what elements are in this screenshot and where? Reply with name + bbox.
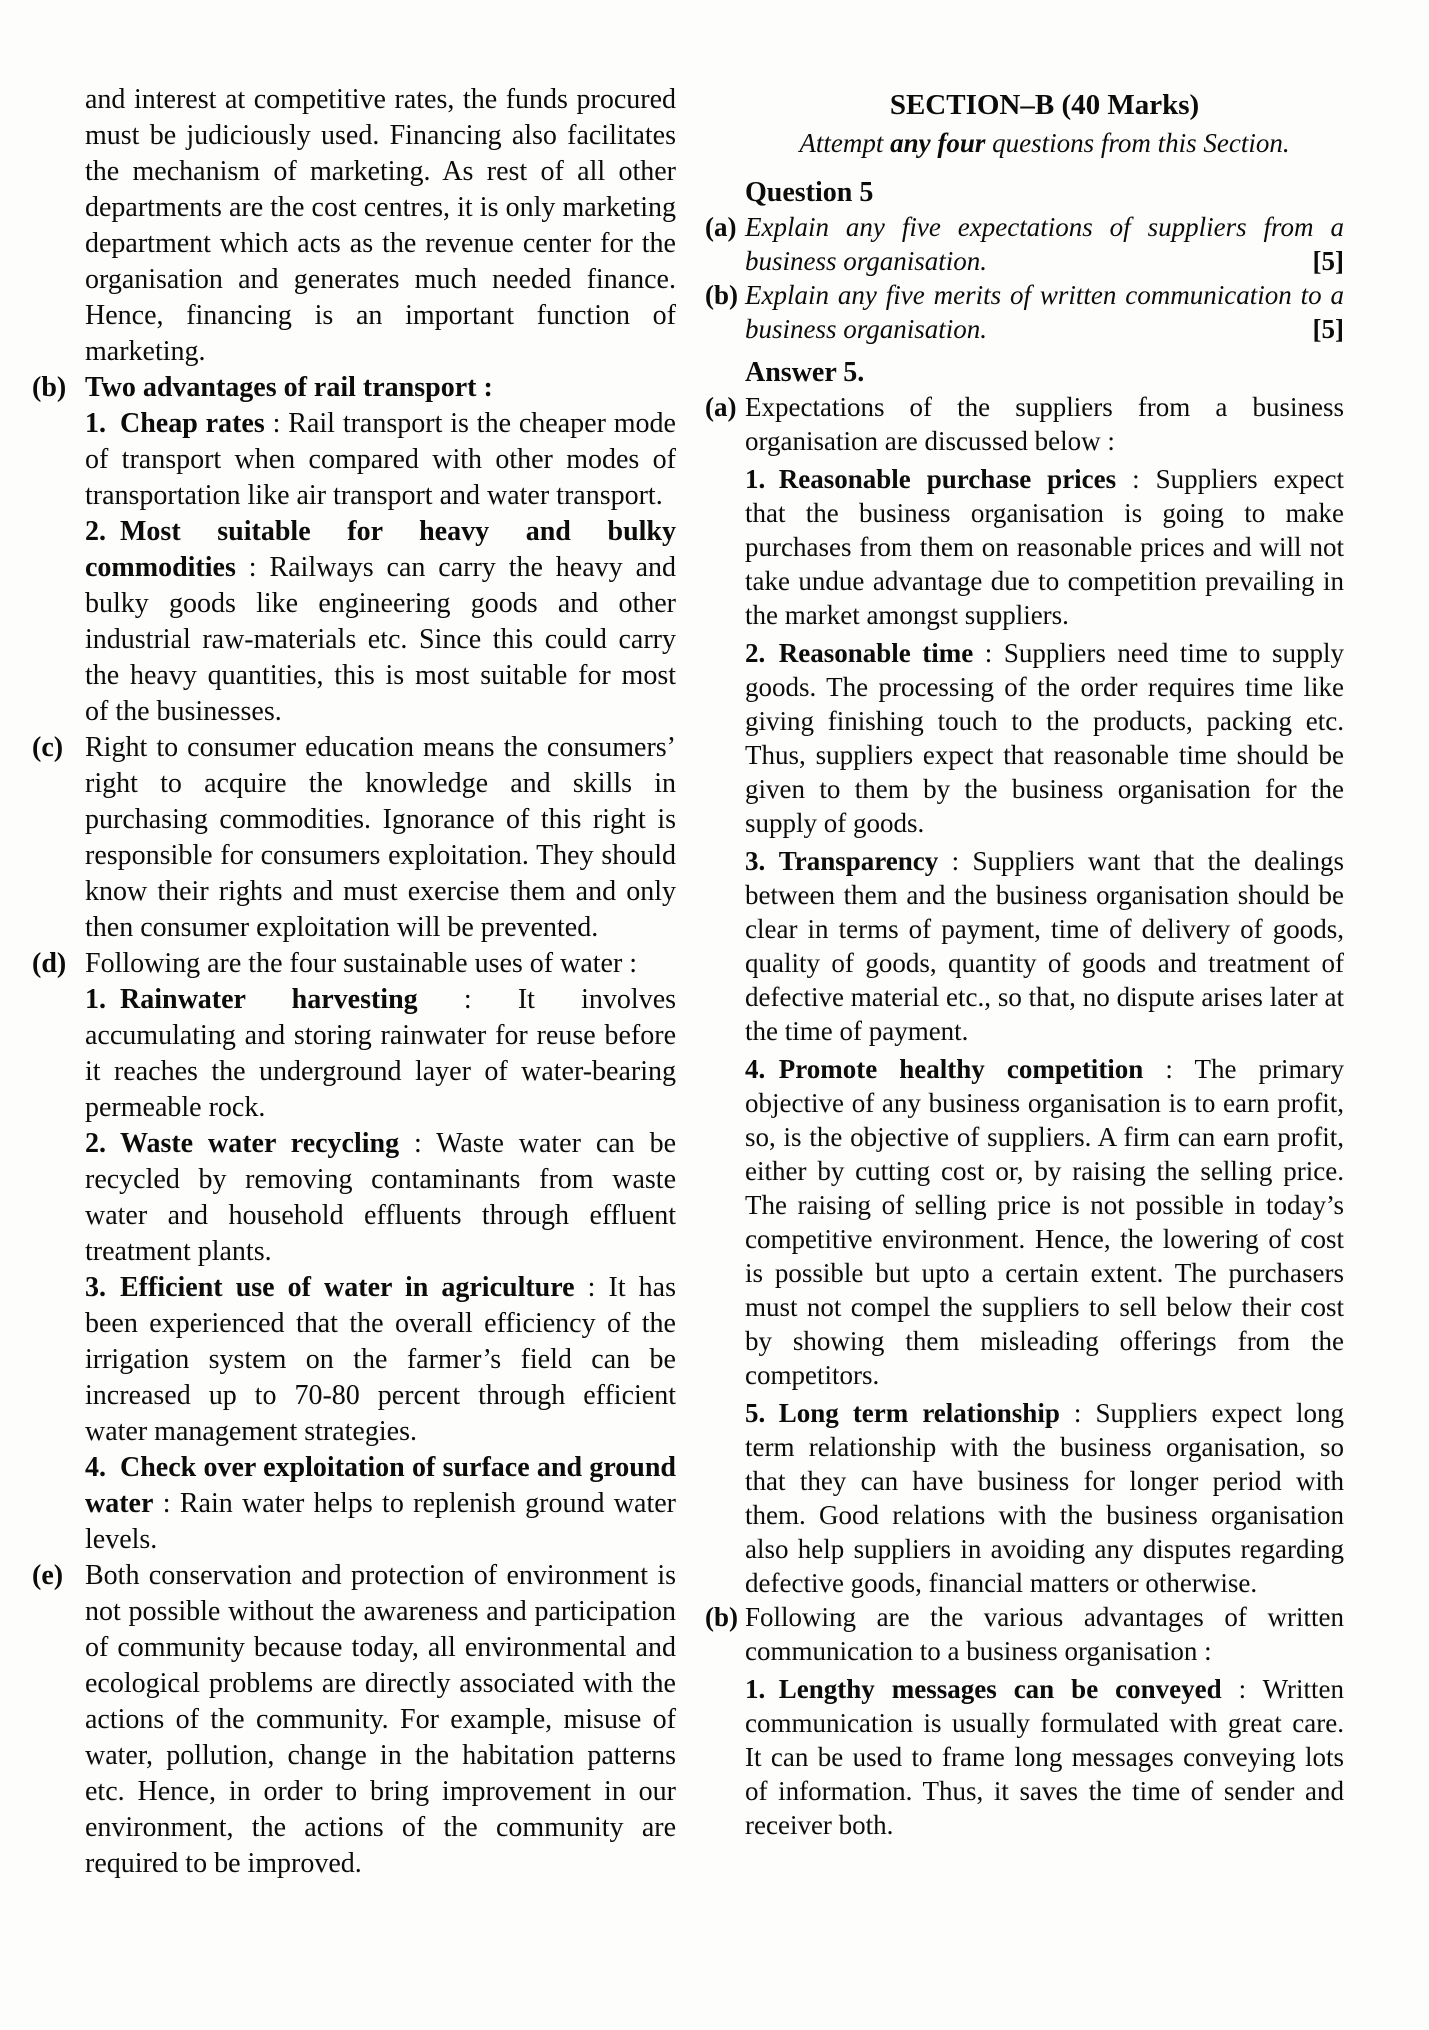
- block-text: [85, 1272, 676, 1447]
- item-label: (b): [705, 280, 738, 310]
- block-text: [745, 1674, 1344, 1840]
- block-text: [85, 1452, 676, 1555]
- text-run: 1. Rainwater harvesting: [85, 984, 418, 1015]
- numbered-item: [30, 1126, 676, 1270]
- block-text: [745, 846, 1344, 1046]
- block-text: [745, 1398, 1344, 1598]
- item-label: (b): [705, 1602, 738, 1632]
- labeled-item: [30, 1558, 676, 1882]
- item-label: (b): [32, 372, 67, 403]
- item-label: (d): [32, 948, 67, 979]
- text-run: 3. Efficient use of water in agriculture: [85, 1272, 575, 1303]
- labeled-item: [30, 370, 676, 406]
- text-run: and interest at competitive rates, the funds procured must be judiciously used. Financing also facilitates the mechanism of marketing. As rest of all other departments are the cost centres, it is only marketing department which acts as the revenue center for the organisation and generates much needed finance. Hence, financing is an important function of marketing.: [85, 84, 676, 367]
- item-label: (a): [705, 212, 737, 242]
- text-run: Question 5: [745, 177, 874, 208]
- block-text: [85, 408, 676, 511]
- text-run: 5. Long term relationship: [745, 1398, 1060, 1428]
- text-run: Answer 5.: [745, 357, 865, 388]
- text-run: : Railways can carry the heavy and bulky goods like engineering goods and other industrial raw-materials etc. Since this could carry the heavy quantities, this is most suitable for most of the businesses.: [85, 552, 676, 727]
- text-run: : Rain water helps to replenish ground water levels.: [85, 1488, 676, 1555]
- marks-value: [5]: [1312, 246, 1344, 276]
- block-text: [799, 128, 1289, 158]
- item-label: (a): [705, 392, 737, 422]
- text-run: Attempt: [799, 128, 891, 158]
- numbered-item: [703, 1672, 1344, 1842]
- labeled-item: [30, 946, 676, 982]
- sub-heading: [703, 356, 1344, 390]
- block-text: [85, 84, 676, 367]
- paragraph: [30, 82, 676, 370]
- block-text: [745, 280, 1344, 344]
- text-run: 4. Check over exploitation of surface and ground water: [85, 1452, 676, 1519]
- text-run: : Suppliers expect long term relationship with the business organisation, so that they can have business for longer period with them. Good relations with the business organisation also help suppliers in avoiding any disputes regarding defective goods, financial matters or otherwise.: [745, 1398, 1344, 1598]
- text-run: : Waste water can be recycled by removing contaminants from waste water and household effluents through effluent treatment plants.: [85, 1128, 676, 1267]
- block-text: [745, 357, 864, 388]
- block-text: [745, 464, 1344, 630]
- item-label: (c): [32, 732, 64, 763]
- item-label: (e): [32, 1560, 64, 1591]
- block-text: [890, 89, 1199, 121]
- block-text: [745, 1054, 1344, 1390]
- text-run: Right to consumer education means the consumers’ right to acquire the knowledge and skills in purchasing commodities. Ignorance of this right is responsible for consumers exploitation. They should know their rights and must exercise them and only then consumer exploitation will be prevented.: [85, 732, 676, 943]
- text-run: Following are the four sustainable uses of water :: [85, 948, 638, 979]
- numbered-item: [30, 514, 676, 730]
- block-text: [745, 1602, 1344, 1666]
- text-run: 3. Transparency: [745, 846, 939, 876]
- numbered-item: [30, 1450, 676, 1558]
- text-run: : Suppliers need time to supply goods. The processing of the order requires time like giving finishing touch to the products, packing etc. Thus, suppliers expect that reasonable time should be given to them by the business organisation for the supply of goods.: [745, 638, 1344, 838]
- text-run: : Rail transport is the cheaper mode of transport when compared with other modes of transportation like air transport and water transport.: [85, 408, 676, 511]
- numbered-item: [703, 636, 1344, 840]
- text-run: : Suppliers expect that the business organisation is going to make purchases from them on reasonable prices and will not take undue advantage due to competition prevailing in the market amongst suppliers.: [745, 464, 1344, 630]
- block-text: [85, 732, 676, 943]
- block-text: [745, 392, 1344, 456]
- text-run: : It involves accumulating and storing rainwater for reuse before it reaches the underground layer of water-bearing permeable rock.: [85, 984, 677, 1123]
- text-run: questions from this Section.: [985, 128, 1290, 158]
- left-column: [30, 82, 676, 1882]
- text-run: 2. Waste water recycling: [85, 1128, 400, 1159]
- question-item: [703, 210, 1344, 278]
- block-text: [745, 177, 873, 208]
- block-text: [85, 1128, 676, 1267]
- block-text: [745, 638, 1344, 838]
- numbered-item: [703, 462, 1344, 632]
- numbered-item: [703, 1396, 1344, 1600]
- block-text: [85, 948, 637, 979]
- numbered-item: [703, 1052, 1344, 1392]
- text-run: : Suppliers want that the dealings between them and the business organisation should be clear in terms of payment, time of delivery of goods, quality of goods, quantity of goods and treatment of defective material etc., so that, no dispute arises later at the time of payment.: [745, 846, 1344, 1046]
- text-run: 4. Promote healthy competition: [745, 1054, 1144, 1084]
- text-run: Explain any five merits of written communication to a business organisation.: [745, 280, 1344, 344]
- block-text: [85, 1560, 676, 1879]
- marks-value: [5]: [1312, 314, 1344, 344]
- sub-heading: [703, 176, 1344, 210]
- block-text: [85, 372, 493, 403]
- text-run: 2. Most suitable for heavy and bulky commodities: [85, 516, 676, 583]
- text-run: : It has been experienced that the overall efficiency of the irrigation system on the farmer’s field can be increased up to 70-80 percent through efficient water management strategies.: [85, 1272, 676, 1447]
- text-run: 2. Reasonable time: [745, 638, 974, 668]
- text-run: 1. Lengthy messages can be conveyed: [745, 1674, 1222, 1704]
- text-run: Two advantages of rail transport :: [85, 372, 493, 403]
- text-run: Both conservation and protection of environment is not possible without the awareness and participation of community because today, all environmental and ecological problems are directly associated with the actions of the community. For example, misuse of water, pollution, change in the habitation patterns etc. Hence, in order to bring improvement in our environment, the actions of the community are required to be improved.: [85, 1560, 676, 1879]
- right-column: [703, 88, 1344, 1842]
- text-run: Explain any five expectations of suppliers from a business organisation.: [745, 212, 1344, 276]
- numbered-item: [30, 982, 676, 1126]
- text-run: 1. Reasonable purchase prices: [745, 464, 1117, 494]
- paragraph: [703, 126, 1344, 160]
- text-run: any four: [890, 128, 986, 158]
- text-run: : The primary objective of any business organisation is to earn profit, so, is the objective of suppliers. A firm can earn profit, either by cutting cost or, by raising the selling price. The raising of selling price is not possible in today’s competitive environment. Hence, the lowering of cost is possible but upto a certain extent. The purchasers must not compel the suppliers to sell below their cost by showing them misleading offerings from the competitors.: [745, 1054, 1344, 1390]
- question-item: [703, 278, 1344, 346]
- labeled-item: [703, 1600, 1344, 1668]
- labeled-item: [703, 390, 1344, 458]
- text-run: SECTION–B (40 Marks): [889, 89, 1200, 121]
- numbered-item: [703, 844, 1344, 1048]
- text-run: Following are the various advantages of written communication to a business organisation :: [745, 1602, 1344, 1666]
- labeled-item: [30, 730, 676, 946]
- section-heading: [703, 88, 1344, 122]
- text-run: 1. Cheap rates: [85, 408, 265, 439]
- block-text: [745, 212, 1344, 276]
- numbered-item: [30, 406, 676, 514]
- numbered-item: [30, 1270, 676, 1450]
- text-run: : Written communication is usually formulated with great care. It can be used to frame long messages conveying lots of information. Thus, it saves the time of sender and receiver both.: [745, 1674, 1344, 1840]
- block-text: [85, 984, 676, 1123]
- text-run: Expectations of the suppliers from a business organisation are discussed below :: [745, 392, 1344, 456]
- block-text: [85, 516, 676, 727]
